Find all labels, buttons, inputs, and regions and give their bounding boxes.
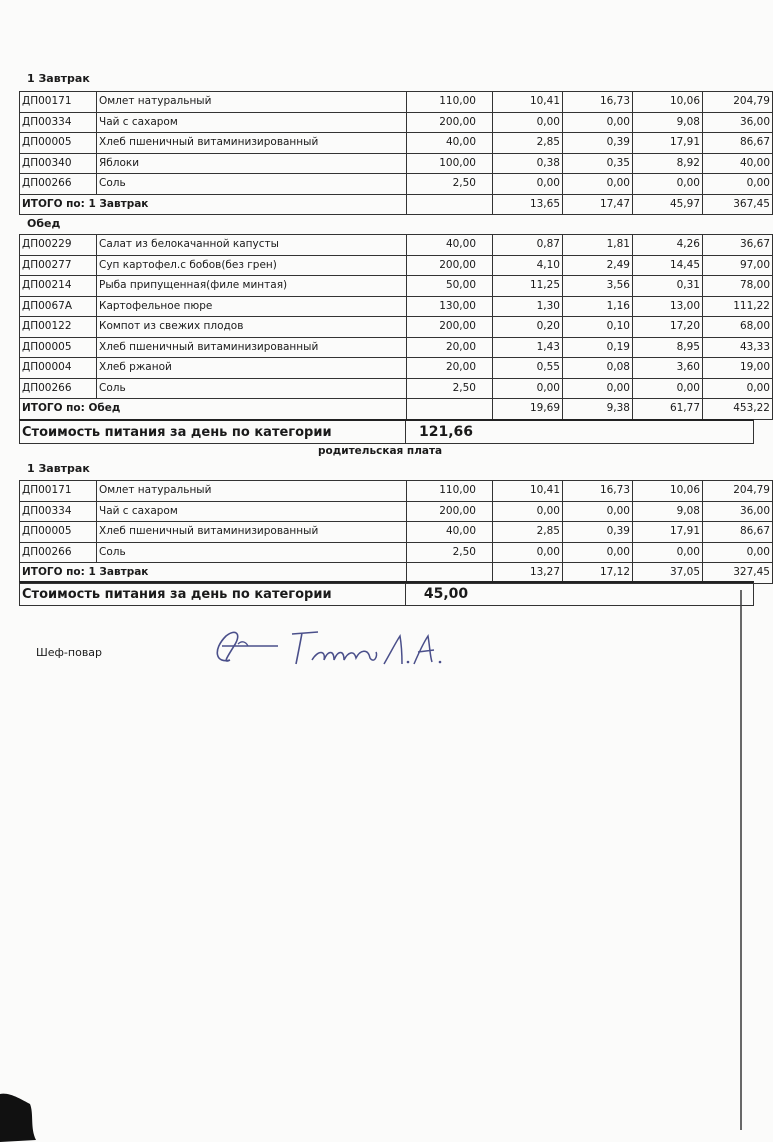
- cell-qty: 110,00: [407, 481, 493, 502]
- cell-v2: 1,16: [563, 296, 633, 317]
- cell-v4: 36,00: [703, 112, 773, 133]
- breakfast-table: [19, 91, 773, 215]
- cell-qty: 20,00: [407, 337, 493, 358]
- total-label: ИТОГО по: 1 Завтрак: [20, 563, 407, 584]
- cell-qty: 100,00: [407, 153, 493, 174]
- total-v1: 13,27: [493, 563, 563, 584]
- cell-v1: 1,30: [493, 296, 563, 317]
- cell-v2: 0,39: [563, 133, 633, 154]
- cell-name: Соль: [97, 542, 407, 563]
- cell-qty: 20,00: [407, 358, 493, 379]
- table-row: [20, 542, 773, 563]
- cell-v4: 86,67: [703, 522, 773, 543]
- cell-v1: 2,85: [493, 522, 563, 543]
- total-v1: 19,69: [493, 399, 563, 420]
- cell-v4: 204,79: [703, 92, 773, 113]
- cell-qty: 2,50: [407, 174, 493, 195]
- cell-name: Яблоки: [97, 153, 407, 174]
- cell-name: Чай с сахаром: [97, 501, 407, 522]
- cell-name: Суп картофел.с бобов(без грен): [97, 255, 407, 276]
- page-edge-shadow: [740, 590, 742, 1130]
- cell-v1: 2,85: [493, 133, 563, 154]
- total-row: [20, 563, 773, 584]
- total-label: ИТОГО по: Обед: [20, 399, 407, 420]
- cell-code: ДП00266: [20, 174, 97, 195]
- cell-v3: 13,00: [633, 296, 703, 317]
- corner-shadow: [0, 1090, 40, 1142]
- cell-name: Хлеб пшеничный витаминизированный: [97, 337, 407, 358]
- total-v2: 17,47: [563, 194, 633, 215]
- cell-v2: 0,08: [563, 358, 633, 379]
- table-row: [20, 481, 773, 502]
- cell-name: Чай с сахаром: [97, 112, 407, 133]
- table-row: [20, 153, 773, 174]
- total-label: ИТОГО по: 1 Завтрак: [20, 194, 407, 215]
- cell-name: Хлеб пшеничный витаминизированный: [97, 133, 407, 154]
- cell-v2: 0,00: [563, 542, 633, 563]
- cell-v2: 16,73: [563, 481, 633, 502]
- cell-v2: 0,10: [563, 317, 633, 338]
- cell-name: Омлет натуральный: [97, 481, 407, 502]
- cell-name: Хлеб ржаной: [97, 358, 407, 379]
- daily-cost-label: Стоимость питания за день по категории: [20, 421, 406, 443]
- total-v1: 13,65: [493, 194, 563, 215]
- cell-v1: 1,43: [493, 337, 563, 358]
- total-v2: 9,38: [563, 399, 633, 420]
- cell-v1: 4,10: [493, 255, 563, 276]
- total-qty-empty: [407, 399, 493, 420]
- cell-v3: 0,00: [633, 378, 703, 399]
- cell-v3: 3,60: [633, 358, 703, 379]
- table-row: [20, 522, 773, 543]
- total-v2: 17,12: [563, 563, 633, 584]
- cell-qty: 40,00: [407, 133, 493, 154]
- cell-name: Хлеб пшеничный витаминизированный: [97, 522, 407, 543]
- cell-name: Соль: [97, 174, 407, 195]
- cell-v1: 0,00: [493, 378, 563, 399]
- cell-qty: 200,00: [407, 501, 493, 522]
- cell-v1: 0,20: [493, 317, 563, 338]
- cell-v3: 9,08: [633, 112, 703, 133]
- chef-label: Шеф-повар: [36, 646, 103, 659]
- total-v3: 45,97: [633, 194, 703, 215]
- chef-signature: [208, 620, 458, 680]
- cell-code: ДП00340: [20, 153, 97, 174]
- cell-code: ДП00277: [20, 255, 97, 276]
- table-row: [20, 133, 773, 154]
- cell-v2: 0,00: [563, 174, 633, 195]
- total-v3: 61,77: [633, 399, 703, 420]
- total-qty-empty: [407, 194, 493, 215]
- cell-v4: 111,22: [703, 296, 773, 317]
- table-row: [20, 358, 773, 379]
- table-row: [20, 174, 773, 195]
- section-title-breakfast: 1 Завтрак: [27, 72, 90, 85]
- table-row: [20, 337, 773, 358]
- breakfast-parent-table: [19, 480, 773, 584]
- cell-v4: 97,00: [703, 255, 773, 276]
- cell-v3: 8,95: [633, 337, 703, 358]
- cell-v2: 0,19: [563, 337, 633, 358]
- cell-v3: 0,31: [633, 276, 703, 297]
- cell-name: Рыба припущенная(филе минтая): [97, 276, 407, 297]
- total-row: [20, 399, 773, 420]
- cell-v3: 0,00: [633, 542, 703, 563]
- cell-qty: 2,50: [407, 542, 493, 563]
- cell-v2: 3,56: [563, 276, 633, 297]
- cell-v4: 0,00: [703, 378, 773, 399]
- cell-code: ДП00334: [20, 112, 97, 133]
- cell-code: ДП00334: [20, 501, 97, 522]
- cell-v3: 8,92: [633, 153, 703, 174]
- cell-v2: 0,00: [563, 501, 633, 522]
- cell-v3: 10,06: [633, 481, 703, 502]
- table-row: [20, 92, 773, 113]
- daily-cost-value: 121,66: [418, 424, 474, 440]
- daily-cost-value-parent: 45,00: [423, 586, 469, 602]
- cell-code: ДП00266: [20, 378, 97, 399]
- cell-name: Компот из свежих плодов: [97, 317, 407, 338]
- cell-qty: 200,00: [407, 317, 493, 338]
- cell-v3: 17,20: [633, 317, 703, 338]
- cell-v1: 10,41: [493, 92, 563, 113]
- cell-v4: 0,00: [703, 174, 773, 195]
- cell-v3: 17,91: [633, 133, 703, 154]
- cell-v3: 0,00: [633, 174, 703, 195]
- cell-code: ДП00171: [20, 92, 97, 113]
- cell-v4: 36,67: [703, 235, 773, 256]
- total-v4: 327,45: [703, 563, 773, 584]
- cell-v2: 0,00: [563, 112, 633, 133]
- cell-v4: 40,00: [703, 153, 773, 174]
- total-row: [20, 194, 773, 215]
- parent-fee-heading: родительская плата: [318, 445, 443, 457]
- cell-v1: 0,00: [493, 501, 563, 522]
- daily-cost-row-parent: [19, 581, 754, 606]
- table-row: [20, 235, 773, 256]
- cell-code: ДП00266: [20, 542, 97, 563]
- cell-name: Картофельное пюре: [97, 296, 407, 317]
- table-row: [20, 501, 773, 522]
- cell-qty: 40,00: [407, 235, 493, 256]
- cell-v1: 11,25: [493, 276, 563, 297]
- cell-v4: 78,00: [703, 276, 773, 297]
- cell-code: ДП00229: [20, 235, 97, 256]
- cell-v3: 9,08: [633, 501, 703, 522]
- total-v3: 37,05: [633, 563, 703, 584]
- cell-code: ДП00171: [20, 481, 97, 502]
- cell-code: ДП0067А: [20, 296, 97, 317]
- cell-v1: 0,00: [493, 174, 563, 195]
- cell-qty: 200,00: [407, 255, 493, 276]
- cell-v1: 0,38: [493, 153, 563, 174]
- cell-name: Соль: [97, 378, 407, 399]
- cell-v2: 0,39: [563, 522, 633, 543]
- cell-name: Салат из белокачанной капусты: [97, 235, 407, 256]
- cell-v1: 0,87: [493, 235, 563, 256]
- cell-qty: 2,50: [407, 378, 493, 399]
- table-row: [20, 317, 773, 338]
- cell-v2: 0,00: [563, 378, 633, 399]
- cell-qty: 40,00: [407, 522, 493, 543]
- cell-v4: 68,00: [703, 317, 773, 338]
- cell-v4: 0,00: [703, 542, 773, 563]
- cell-v3: 4,26: [633, 235, 703, 256]
- total-v4: 453,22: [703, 399, 773, 420]
- total-v4: 367,45: [703, 194, 773, 215]
- cell-v3: 10,06: [633, 92, 703, 113]
- daily-cost-row: [19, 419, 754, 444]
- cell-code: ДП00214: [20, 276, 97, 297]
- table-row: [20, 112, 773, 133]
- cell-v1: 0,55: [493, 358, 563, 379]
- table-row: [20, 276, 773, 297]
- table-row: [20, 255, 773, 276]
- cell-v4: 19,00: [703, 358, 773, 379]
- cell-v2: 16,73: [563, 92, 633, 113]
- cell-code: ДП00005: [20, 337, 97, 358]
- cell-v4: 43,33: [703, 337, 773, 358]
- table-row: [20, 378, 773, 399]
- cell-code: ДП00122: [20, 317, 97, 338]
- cell-v2: 1,81: [563, 235, 633, 256]
- total-qty-empty: [407, 563, 493, 584]
- daily-cost-label-parent: Стоимость питания за день по категории: [20, 583, 406, 605]
- cell-v2: 2,49: [563, 255, 633, 276]
- cell-v4: 36,00: [703, 501, 773, 522]
- cell-qty: 200,00: [407, 112, 493, 133]
- cell-v3: 17,91: [633, 522, 703, 543]
- cell-v4: 86,67: [703, 133, 773, 154]
- cell-code: ДП00004: [20, 358, 97, 379]
- cell-qty: 110,00: [407, 92, 493, 113]
- cell-v1: 10,41: [493, 481, 563, 502]
- cell-name: Омлет натуральный: [97, 92, 407, 113]
- cell-v1: 0,00: [493, 542, 563, 563]
- lunch-table: [19, 234, 773, 420]
- cell-qty: 130,00: [407, 296, 493, 317]
- cell-qty: 50,00: [407, 276, 493, 297]
- cell-v3: 14,45: [633, 255, 703, 276]
- section-title-lunch: Обед: [27, 217, 61, 230]
- cell-code: ДП00005: [20, 522, 97, 543]
- table-row: [20, 296, 773, 317]
- section-title-breakfast-parent: 1 Завтрак: [27, 462, 90, 475]
- cell-v4: 204,79: [703, 481, 773, 502]
- cell-v1: 0,00: [493, 112, 563, 133]
- cell-v2: 0,35: [563, 153, 633, 174]
- cell-code: ДП00005: [20, 133, 97, 154]
